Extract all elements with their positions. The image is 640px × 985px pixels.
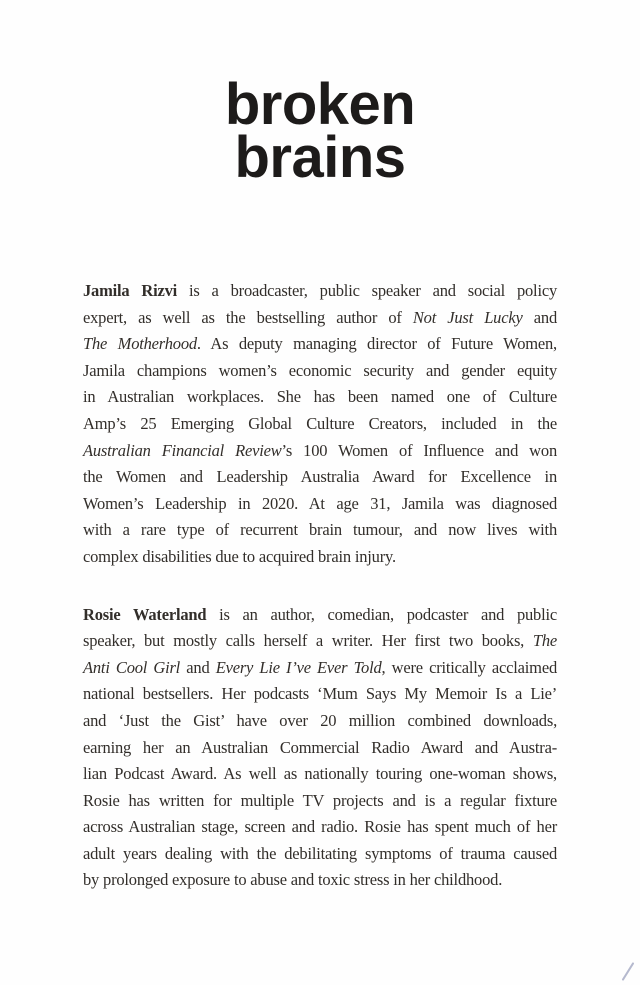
bio-text: . As deputy managing director of Future Women, bbox=[196, 334, 557, 354]
bio-text: adult years dealing with the debilitating symptoms of trauma caused bbox=[83, 843, 557, 863]
bio-text-line bbox=[83, 841, 557, 868]
bio-text-line bbox=[83, 761, 557, 788]
bio-text-line bbox=[83, 331, 557, 358]
bio-text-line bbox=[83, 628, 557, 655]
bio-text-line bbox=[83, 517, 557, 544]
bio-text-line bbox=[83, 384, 557, 411]
bio-text-line bbox=[83, 411, 557, 438]
bio-text: is an author, comedian, podcaster and public bbox=[206, 604, 557, 624]
bio-text-line bbox=[83, 464, 557, 491]
bio-text-line bbox=[83, 655, 557, 682]
author-bio-jamila-rizvi bbox=[83, 278, 557, 571]
bio-text-line bbox=[83, 735, 557, 762]
author-name: Rosie Waterland bbox=[83, 604, 207, 624]
bio-text: complex disabilities due to acquired brain injury. bbox=[83, 546, 396, 566]
bio-text: and bbox=[180, 657, 216, 677]
author-bio-rosie-waterland bbox=[83, 602, 557, 895]
bio-text-line bbox=[83, 788, 557, 815]
bio-text: , were critically acclaimed bbox=[381, 657, 557, 677]
bio-text: lian Podcast Award. As well as nationally touring one-woman shows, bbox=[83, 764, 557, 784]
bio-text-line bbox=[83, 278, 557, 305]
bio-text: Jamila champions women’s economic security and gender equity bbox=[83, 360, 557, 380]
author-name: Jamila Rizvi bbox=[83, 281, 178, 300]
bio-text: Rosie has written for multiple TV projects and is a regular fixture bbox=[83, 790, 557, 810]
bio-text-line bbox=[83, 438, 557, 465]
bio-text-line bbox=[83, 544, 557, 571]
book-title-italic: The bbox=[532, 631, 557, 651]
book-title-line-1: broken bbox=[224, 72, 416, 137]
bio-text-line bbox=[83, 867, 557, 894]
bio-text-line bbox=[83, 708, 557, 735]
book-title-italic: Australian Financial Review bbox=[83, 440, 282, 460]
bio-text-line bbox=[83, 814, 557, 841]
bio-text: the Women and Leadership Australia Award for Excellence in bbox=[83, 467, 557, 487]
bio-text-line bbox=[83, 681, 557, 708]
bio-text: in Australian workplaces. She has been named one of Culture bbox=[83, 387, 557, 407]
bio-text: Amp’s 25 Emerging Global Culture Creators, included in the bbox=[83, 413, 557, 433]
bio-text: expert, as well as the bestselling author of bbox=[83, 307, 413, 327]
scan-artifact-mark bbox=[622, 962, 635, 981]
bio-text: is a broadcaster, public speaker and social policy bbox=[177, 281, 557, 300]
bio-text: across Australian stage, screen and radio. Rosie has spent much of her bbox=[83, 817, 557, 837]
book-title-italic: Every Lie I’ve Ever Told bbox=[215, 657, 382, 677]
book-title-line-2: brains bbox=[234, 125, 406, 190]
book-title-italic: The Motherhood bbox=[83, 334, 197, 354]
bio-text: and ‘Just the Gist’ have over 20 million combined downloads, bbox=[83, 710, 557, 730]
bio-text: national bestsellers. Her podcasts ‘Mum Says My Memoir Is a Lie’ bbox=[83, 684, 557, 704]
author-bios bbox=[83, 278, 557, 894]
book-title-italic: Anti Cool Girl bbox=[83, 657, 181, 677]
bio-text: by prolonged exposure to abuse and toxic stress in her childhood. bbox=[83, 870, 503, 890]
bio-text: ’s 100 Women of Influence and won bbox=[281, 440, 557, 460]
book-title bbox=[0, 72, 640, 190]
bio-text: and bbox=[522, 307, 558, 327]
bio-text: speaker, but mostly calls herself a writer. Her first two books, bbox=[83, 631, 533, 651]
bio-text: with a rare type of recurrent brain tumour, and now lives with bbox=[83, 520, 557, 540]
bio-text-line bbox=[83, 491, 557, 518]
bio-text: earning her an Australian Commercial Radio Award and Austra- bbox=[83, 737, 557, 757]
bio-text-line bbox=[83, 602, 557, 629]
book-title-italic: Not Just Lucky bbox=[412, 307, 523, 327]
bio-text-line bbox=[83, 358, 557, 385]
bio-text: Women’s Leadership in 2020. At age 31, Jamila was diagnosed bbox=[83, 493, 557, 513]
bio-text-line bbox=[83, 305, 557, 332]
